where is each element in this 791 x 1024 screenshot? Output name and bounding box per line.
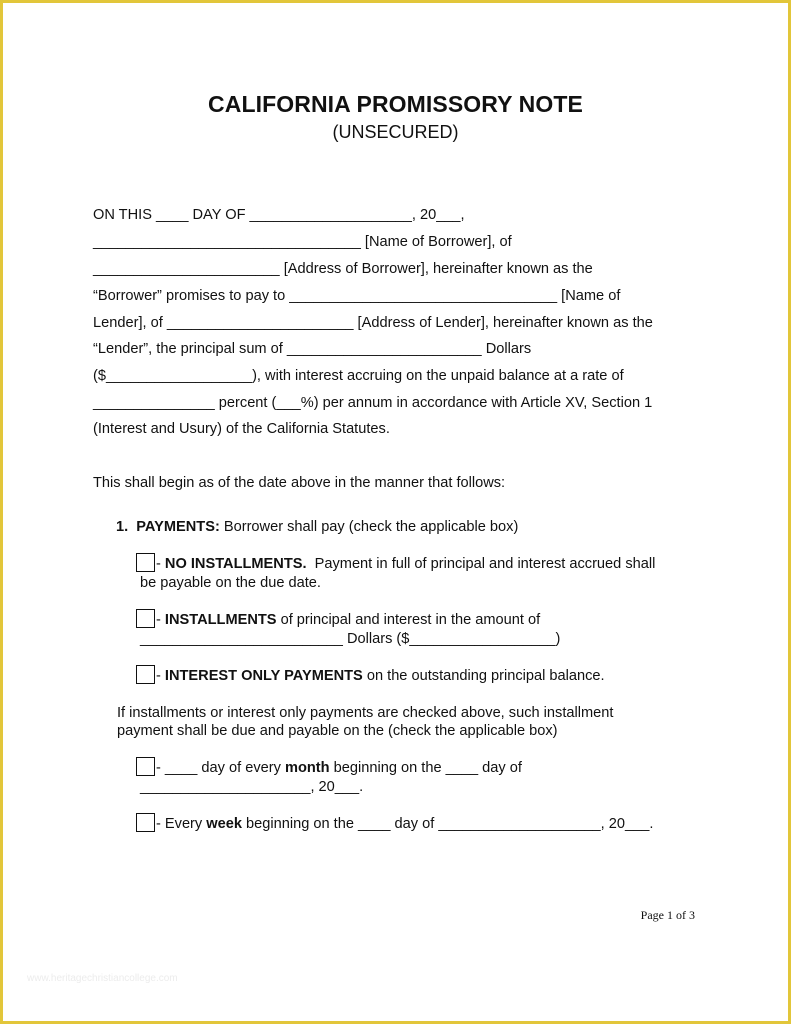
- intro-line-3: _______________________ [Address of Borrower], hereinafter known as the: [93, 261, 593, 277]
- intro-line-6: “Lender”, the principal sum of ________________________ Dollars: [93, 341, 532, 357]
- installments-line-2: _________________________ Dollars ($__________________): [140, 631, 561, 647]
- weekly-label: week: [206, 816, 242, 832]
- monthly-pre: - ____ day of every: [156, 760, 285, 776]
- installments-line: [156, 612, 540, 628]
- document-subtitle: (UNSECURED): [332, 122, 459, 142]
- monthly-line: [156, 760, 522, 776]
- no-installments-text: Payment in full of principal and interest accrued shall: [306, 556, 656, 572]
- document-title: CALIFORNIA PROMISSORY NOTE: [208, 91, 583, 117]
- installments-text: of principal and interest in the amount of: [276, 612, 541, 628]
- intro-line-5: Lender], of _______________________ [Address of Lender], hereinafter known as the: [93, 315, 653, 331]
- payments-number: 1.: [116, 519, 129, 535]
- intro-line-8: _______________ percent (___%) per annum in accordance with Article XV, Section 1: [93, 395, 653, 411]
- intro-line-7: ($__________________), with interest accruing on the unpaid balance at a rate of: [93, 368, 624, 384]
- intro-line-4: “Borrower” promises to pay to _________________________________ [Name of: [93, 288, 621, 304]
- monthly-post: beginning on the ____ day of: [329, 760, 522, 776]
- dash: -: [156, 612, 165, 628]
- page-number: Page 1 of 3: [640, 908, 695, 922]
- monthly-label: month: [285, 760, 330, 776]
- monthly-checkbox[interactable]: [136, 757, 155, 776]
- intro-line-9: (Interest and Usury) of the California Statutes.: [93, 421, 390, 437]
- no-installments-line: [156, 556, 655, 572]
- begin-text: This shall begin as of the date above in the manner that follows:: [93, 475, 506, 491]
- payments-heading: [116, 519, 518, 535]
- weekly-checkbox[interactable]: [136, 813, 155, 832]
- no-installments-line-2: be payable on the due date.: [140, 575, 321, 591]
- no-installments-label: NO INSTALLMENTS.: [164, 556, 307, 572]
- intro-line-1: ON THIS ____ DAY OF ____________________, 20___,: [93, 207, 465, 223]
- interest-only-label: INTEREST ONLY PAYMENTS: [164, 668, 363, 684]
- payments-heading-label: PAYMENTS:: [136, 519, 220, 535]
- interest-only-checkbox[interactable]: [136, 665, 155, 684]
- installments-checkbox[interactable]: [136, 609, 155, 628]
- payments-heading-rest: Borrower shall pay (check the applicable box): [219, 519, 519, 535]
- watermark: www.heritagechristiancollege.com: [27, 973, 178, 984]
- schedule-text-2: payment shall be due and payable on the (check the applicable box): [117, 723, 558, 739]
- intro-line-2: _________________________________ [Name of Borrower], of: [93, 234, 512, 250]
- interest-only-text: on the outstanding principal balance.: [362, 668, 605, 684]
- dash: -: [156, 668, 165, 684]
- interest-only-line: [156, 668, 605, 684]
- monthly-line-2: _____________________, 20___.: [140, 779, 364, 795]
- no-installments-checkbox[interactable]: [136, 553, 155, 572]
- schedule-text-1: If installments or interest only payments are checked above, such installment: [117, 705, 614, 721]
- weekly-line: [156, 816, 653, 832]
- weekly-post: beginning on the ____ day of ____________________, 20___.: [241, 816, 654, 832]
- installments-label: INSTALLMENTS: [164, 612, 277, 628]
- dash: -: [156, 556, 165, 572]
- weekly-pre: - Every: [156, 816, 207, 832]
